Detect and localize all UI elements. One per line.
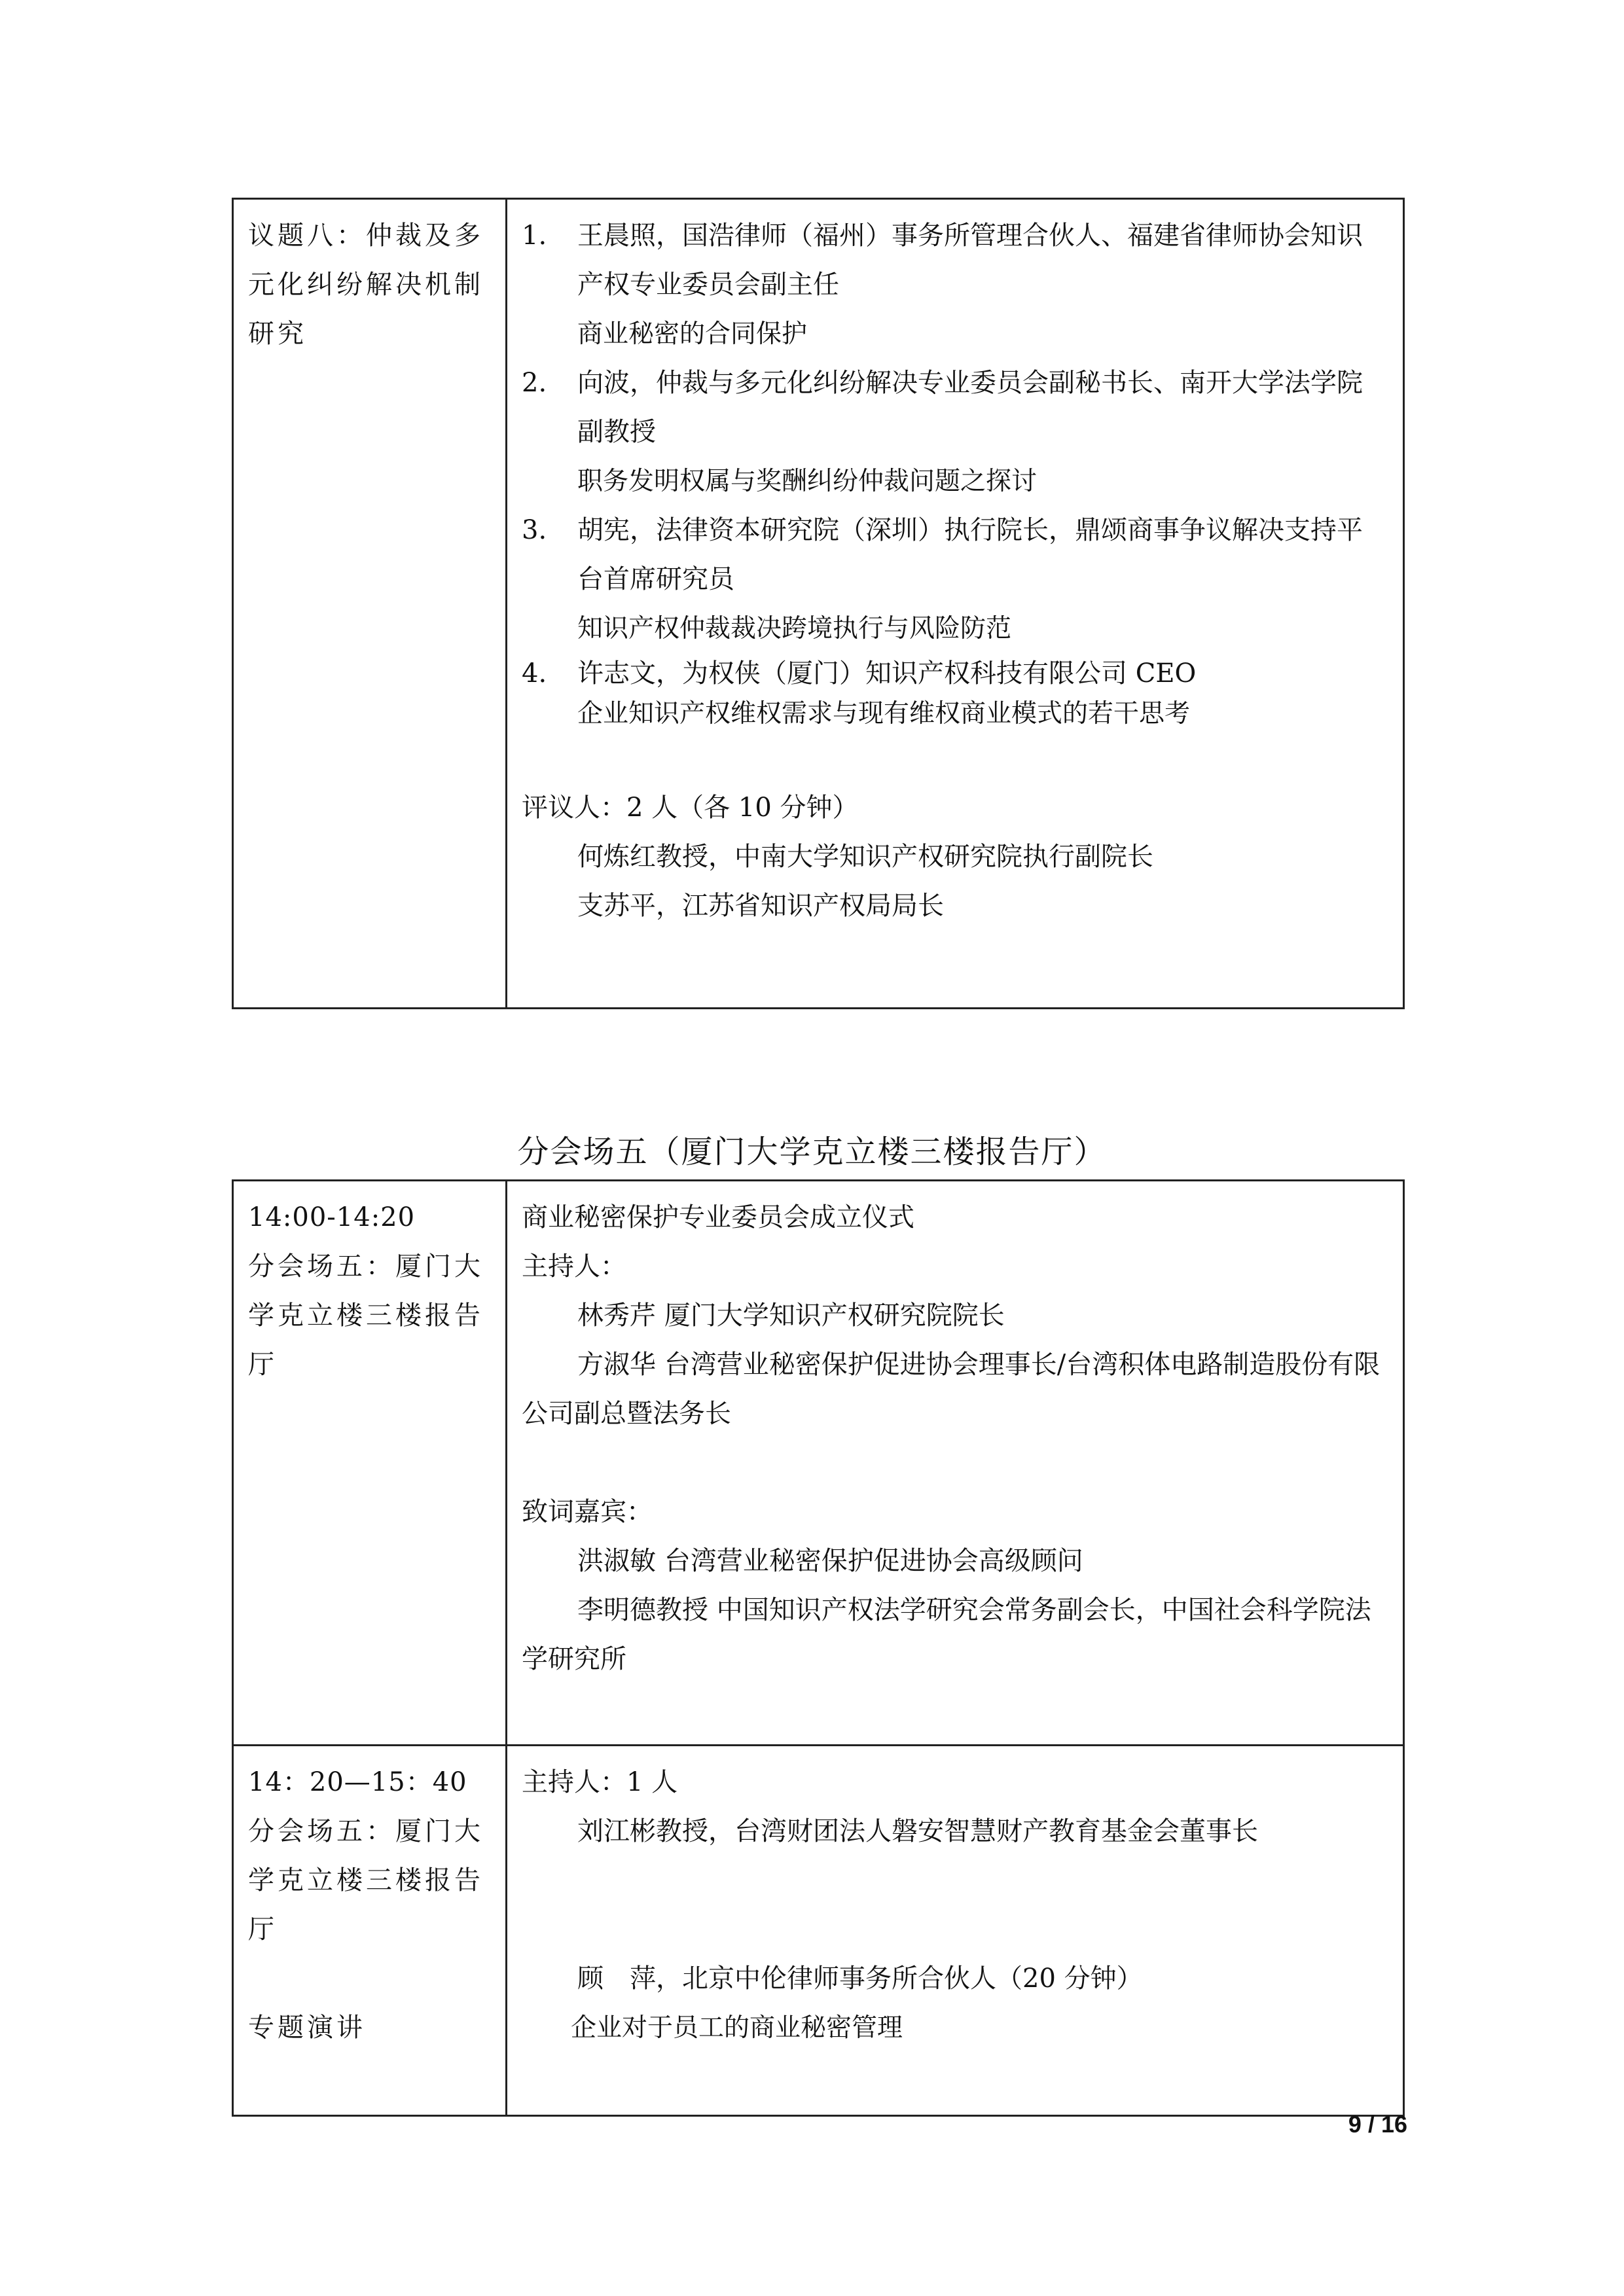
session-venue: 分会场五：厦门大学克立楼三楼报告厅 [248,1251,484,1380]
session-content-cell [507,1181,1404,1746]
guest-label: 致词嘉宾： [522,1497,653,1527]
agenda-eight-table [232,198,1405,1009]
page-number: 9 / 16 [1348,2111,1407,2138]
event-title: 商业秘密保护专业委员会成立仪式 [522,1202,914,1232]
session-kind: 专题演讲 [248,2013,366,2043]
host-entry: 刘江彬教授，台湾财团法人磐安智慧财产教育基金会董事长 [577,1816,1258,1846]
speaker-number: 2. [522,368,547,398]
session-five-title: 分会场五（厦门大学克立楼三楼报告厅） [517,1134,1107,1170]
host-label: 主持人：1 人 [522,1767,678,1797]
agenda-eight-content-cell [507,199,1404,1009]
speaker-entry: 顾 萍，北京中伦律师事务所合伙人（20 分钟） [577,1964,1143,1994]
commentator: 支苏平，江苏省知识产权局局长 [577,891,944,921]
speech-topic: 企业对于员工的商业秘密管理 [571,2013,903,2043]
speaker-bio: 胡宪，法律资本研究院（深圳）执行院长，鼎颂商事争议解决支持平台首席研究员 [577,515,1363,594]
agenda-eight-label: 议题八：仲裁及多元化纠纷解决机制研究 [248,221,484,349]
table-row [233,1181,1404,1746]
speaker-topic: 职务发明权属与奖酬纠纷仲裁问题之探讨 [577,467,1038,496]
agenda-eight-label-cell [233,199,507,1009]
speaker-entry [522,653,1388,734]
host-entry: 方淑华 台湾营业秘密保护促进协会理事长/台湾积体电路制造股份有限公司副总暨法务长 [522,1350,1380,1429]
table-row [233,199,1404,1009]
speaker-entry [522,359,1388,506]
session-time: 14：20—15：40 [248,1767,467,1797]
speaker-number: 3. [522,515,547,545]
guest-entry: 李明德教授 中国知识产权法学研究会常务副会长，中国社会科学院法学研究所 [522,1595,1371,1674]
speaker-topic: 商业秘密的合同保护 [577,319,808,349]
speaker-entry [522,506,1388,653]
speaker-topic: 知识产权仲裁裁决跨境执行与风险防范 [577,614,1012,643]
host-label: 主持人： [522,1251,626,1282]
session-time-cell [233,1181,507,1746]
session-five-table [232,1179,1405,2117]
session-time: 14:00-14:20 [248,1202,416,1232]
speaker-bio: 王晨照，国浩律师（福州）事务所管理合伙人、福建省律师协会知识产权专业委员会副主任 [577,221,1363,300]
guest-entry: 洪淑敏 台湾营业秘密保护促进协会高级顾问 [577,1546,1083,1576]
commentator: 何炼红教授，中南大学知识产权研究院执行副院长 [577,842,1153,872]
speaker-bio: 向波，仲裁与多元化纠纷解决专业委员会副秘书长、南开大学法学院副教授 [577,368,1363,447]
session-venue: 分会场五：厦门大学克立楼三楼报告厅 [248,1816,484,1945]
session-content-cell [507,1746,1404,2116]
speaker-number: 4. [522,658,547,689]
speaker-bio: 许志文，为权侠（厦门）知识产权科技有限公司 CEO [577,658,1197,689]
speaker-entry [522,211,1388,359]
speaker-topic: 企业知识产权维权需求与现有维权商业模式的若干思考 [577,699,1191,728]
speaker-number: 1. [522,221,547,251]
table-row [233,1746,1404,2116]
host-entry: 林秀芹 厦门大学知识产权研究院院长 [577,1300,1005,1331]
commentators-label: 评议人：2 人（各 10 分钟） [522,793,859,823]
session-time-cell [233,1746,507,2116]
